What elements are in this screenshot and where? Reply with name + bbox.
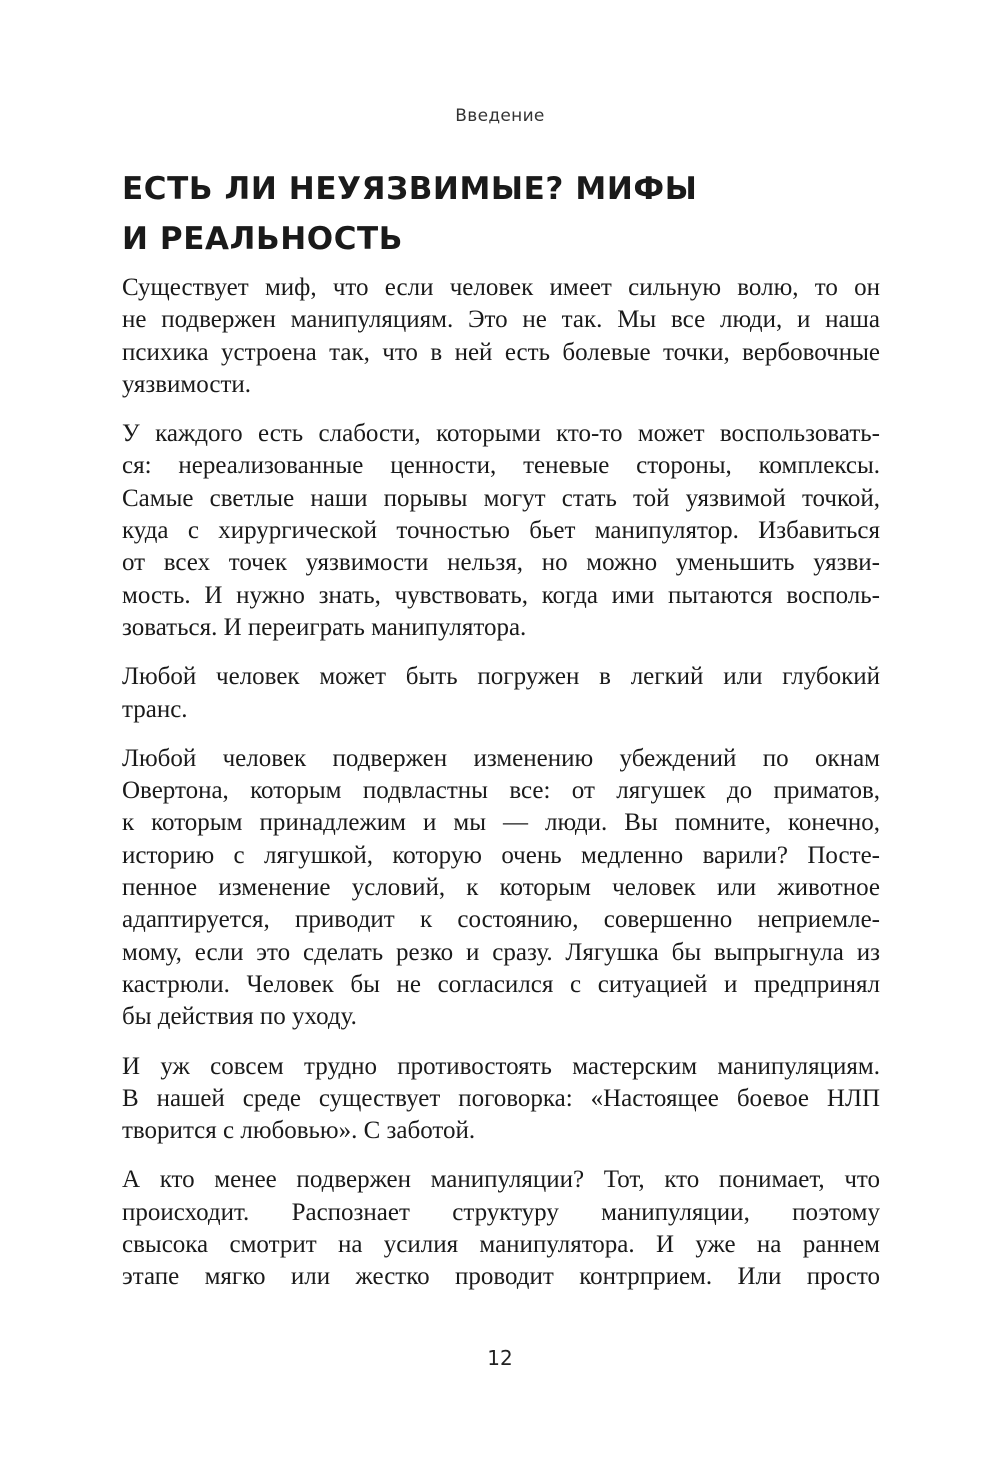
text-line: адаптируется, приводит к состоянию, совершенно неприемле- (122, 906, 880, 934)
text-line: бы действия по уходу. (122, 1003, 357, 1031)
text-line: кастрюли. Человек бы не согласился с ситуацией и предпринял (122, 970, 880, 998)
text-line: Любой человек подвержен изменению убеждений по окнам (122, 744, 880, 772)
text-line: от всех точек уязвимости нельзя, но можно уменьшить уязви- (122, 549, 880, 577)
text-line: свысока смотрит на усилия манипулятора. И уже на раннем (122, 1231, 880, 1259)
text-line: У каждого есть слабости, которыми кто-то может воспользовать- (122, 420, 880, 448)
paragraph (122, 418, 880, 644)
text-line: Самые светлые наши порывы могут стать той уязвимой точкой, (122, 484, 880, 512)
body-text (122, 272, 880, 1311)
text-line: В нашей среде существует поговорка: «Настоящее боевое НЛП (122, 1084, 880, 1112)
text-line: к которым принадлежим и мы — люди. Вы помните, конечно, (122, 809, 880, 837)
text-line: мость. И нужно знать, чувствовать, когда ими пытаются восполь- (122, 581, 880, 609)
text-line: историю с лягушкой, которую очень медленно варили? Посте- (122, 841, 880, 869)
text-line: психика устроена так, что в ней есть болевые точки, вербовочные (122, 338, 880, 366)
text-line: транс. (122, 695, 188, 723)
text-line: уязвимости. (122, 370, 252, 398)
text-line: ся: нереализованные ценности, теневые стороны, комплексы. (122, 452, 880, 480)
text-line: мому, если это сделать резко и сразу. Лягушка бы выпрыгнула из (122, 938, 880, 966)
paragraph (122, 661, 880, 726)
text-line: не подвержен манипуляциям. Это не так. Мы все люди, и наша (122, 306, 880, 334)
paragraph (122, 1051, 880, 1148)
text-line: происходит. Распознает структуру манипуляции, поэтому (122, 1198, 880, 1226)
chapter-title (122, 164, 882, 264)
text-line: Существует миф, что если человек имеет сильную волю, то он (122, 274, 880, 301)
text-line: Любой человек может быть погружен в легкий или глубокий (122, 663, 880, 691)
text-line: Овертона, которым подвластны все: от лягушек до приматов, (122, 777, 880, 805)
text-line: И уж совсем трудно противостоять мастерским манипуляциям. (122, 1052, 880, 1080)
chapter-title-line: И РЕАЛЬНОСТЬ (122, 221, 404, 257)
running-header: Введение (455, 106, 545, 126)
text-line: творится с любовью». С заботой. (122, 1117, 476, 1145)
text-line: пенное изменение условий, к которым человек или животное (122, 874, 880, 902)
text-line: куда с хирургической точностью бьет манипулятор. Избавиться (122, 517, 880, 545)
page-number: 12 (487, 1346, 513, 1370)
text-line: этапе мягко или жестко проводит контрприем. Или просто (122, 1263, 880, 1291)
paragraph (122, 743, 880, 1034)
paragraph (122, 272, 880, 401)
paragraph (122, 1164, 880, 1293)
text-line: А кто менее подвержен манипуляции? Тот, кто понимает, что (122, 1166, 880, 1194)
text-line: зоваться. И переиграть манипулятора. (122, 613, 527, 641)
chapter-title-line: ЕСТЬ ЛИ НЕУЯЗВИМЫЕ? МИФЫ (122, 171, 698, 207)
